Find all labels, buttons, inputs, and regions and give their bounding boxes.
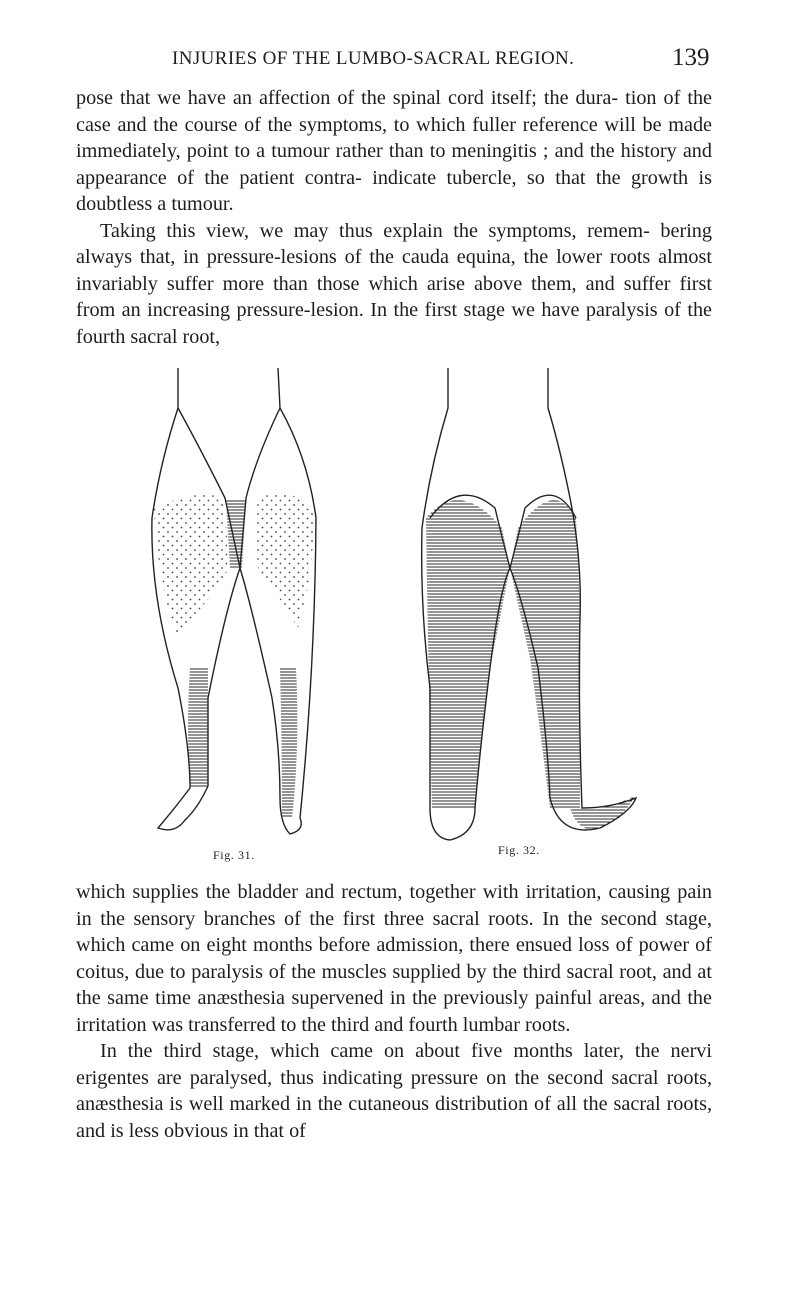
figure-31-caption: Fig. 31. <box>213 848 255 862</box>
paragraph: Taking this view, we may thus explain the symptoms, remem- bering always that, in pressure-lesions of the cauda equina, the lower roots almost invariably suffer more than those which arise above them, and suffer first from an increasing pressure-lesion. In the first stage we have paralysis of the fourth sacral root, <box>76 219 712 348</box>
paragraph: which supplies the bladder and rectum, together with irritation, causing pain in the sensory branches of the first three sacral roots. In the second stage, which came on eight months before admission, there ensued loss of power of coitus, due to paralysis of the muscles supplied by the third sacral root, and at the same time anæsthesia supervened in the previously painful areas, and the irritation was transferred to the third and fourth lumbar roots. <box>76 881 712 1036</box>
figure-32-caption: Fig. 32. <box>498 843 540 857</box>
page-header <box>172 44 712 80</box>
bottom-text-block <box>76 879 712 1144</box>
paragraph: pose that we have an affection of the spinal cord itself; the dura- tion of the case and the course of the symptoms, to which fuller reference will be made immediately, point to a tumour rather than to meningitis ; and the history and appearance of the patient contra- indicate tubercle, so that the growth is doubtless a tumour. <box>76 87 712 215</box>
page-number: 139 <box>672 44 710 71</box>
figure-31-drawing <box>152 368 316 834</box>
running-title: INJURIES OF THE LUMBO-SACRAL REGION. <box>172 48 575 69</box>
figure-legs-diagram <box>130 368 690 868</box>
top-text-block <box>76 85 712 350</box>
paragraph: In the third stage, which came on about five months later, the nervi erigentes are paralysed, thus indicating pressure on the second sacral roots, anæsthesia is well marked in the cutaneous distribution of all the sacral roots, and is less obvious in that of <box>76 1040 712 1142</box>
figure-32-drawing <box>422 368 636 840</box>
